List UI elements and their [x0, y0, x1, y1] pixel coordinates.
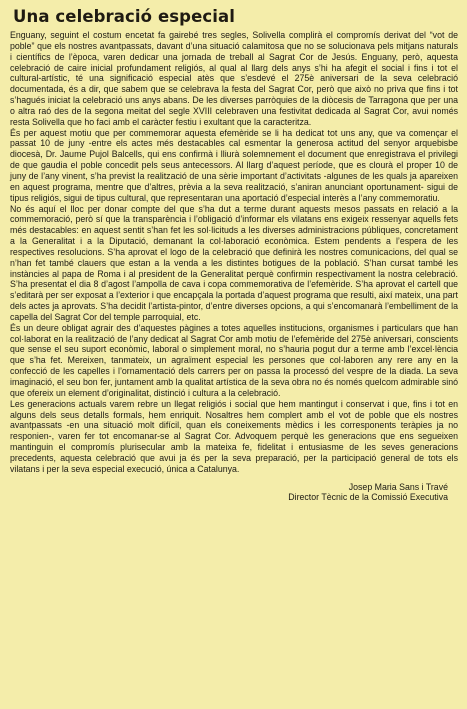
article-paragraph-1: Enguany, seguint el costum encetat fa gairebé tres segles, Solivella complirà el compromís derivat del “vot de poble” que els nostres avantpassats, davant d’una situació calamitosa que no se solucionava pels mitjans naturals i científics de l’època, varen dedicar una jornada de treball al Sagrat Cor de Jesús. Enguany, però, aquesta celebració de caire inicial profundament religiós, al qual al llarg dels anys s’hi ha afegit el social i fins i tot el cultural-artístic, té una significació especial atès que s’esdevé el 275è aniversari de la seva celebració documentada, és a dir, que sabem que se celebrava la festa del Sagrat Cor, però que això no priva que fins i tot s’hagués iniciat la celebració uns anys abans. De les diverses parròquies de la diòcesis de Tarragona que per una o altra raó des de la segona meitat del segle XVIII celebraven una festivitat dedicada al Sagrat Cor, avui només resta Solivella que ho faci amb el caràcter festiu i exultant que la caracteritza. [10, 30, 458, 127]
signature-block [10, 482, 458, 504]
signature-role: Director Tècnic de la Comissió Executiva [288, 492, 448, 503]
article-paragraph-5: Les generacions actuals varem rebre un llegat religiós i social que hem mantingut i conservat i que, fins i tot en alguns dels seus detalls formals, hem enriquit. Nosaltres hem complert amb el vot de poble que els nostres avantpassats -en una situació molt difícil, quan els coneixements mèdics i les corresponents teràpies ja no responien-, varen fer tot encomanar-se al Sagrat Cor. Advoquem perquè les generacions que ens segueixen mantinguin el compromís plurisecular amb la mateixa fe, fidelitat i entusiasme de les seves generacions precedents, aquesta celebració que avui ja és per la seva preparació, per la participació general de tots els vilatans i per la seva especial execució, única a Catalunya. [10, 398, 458, 474]
article-paragraph-4: És un deure obligat agrair des d’aquestes pàgines a totes aquelles institucions, organismes i particulars que han col·laborat en la realització de l’any dedicat al Sagrat Cor amb motiu de l’efemèride del 275è aniversari, conscients que sense el seu suport econòmic, laboral o simplement moral, no s’hauria pogut dur a terme amb l’excel·lència que s’ha fet. Mereixen, tanmateix, un agraïment especial les persones que col·laboren any rere any en la confecció de les capelles i l’ornamentació dels carrers per on passa la processó del vespre de la diada. La seva imaginació, el seu bon fer, juntament amb la qualitat artística de la seva obra no és només quelcom admirable sinó que ofereix un element d’originalitat, distinció i cultura a la celebració. [10, 322, 458, 398]
article-body [10, 30, 458, 475]
article-paragraph-2: És per aquest motiu que per commemorar aquesta efemèride se li ha dedicat tot uns any, que va començar el passat 10 de juny -entre els actes més destacables cal esmentar la generosa actitud del senyor arquebisbe diocesà, Dr. Jaume Pujol Balcells, qui ens confirmà i lliurà solemnement el document que enregistrava el privilegi de que gaudia el poble concedit pels seus antecessors. Al llarg d’aquest període, que es clourà el proper 10 de juny de l’any vinent, s’ha previst la realització de una sèrie important d’activitats -algunes de les quals ja apareixen en aquest programa, mentre que d’altres, prèvia a la seva realització, s’aniran anunciant oportunament- sigui de tipus religiós, sigui de tipus cultural, que representaran una aportació d’especial interès a l’any commemoratiu. [10, 127, 458, 203]
article-title: Una celebració especial [13, 7, 235, 26]
article-paragraph-3: No és aquí el lloc per donar compte del que s’ha dut a terme durant aquests mesos passats en relació a la commemoració, però sí que la transparència i l’obligació d’informar els vilatans ens exigeix ressenyar aquells fets més destacables: en aquest sentit s’han fet les sol·licituds a les diverses administracions públiques, concretament a la Generalitat i a la Diputació, demanant la col·laboració econòmica. Estem pendents a l’espera de les respectives resolucions. S’ha aprovat el logo de la celebració que definirà les nostres comunicacions, del qual se n’han fet també clauers que estan a la venda a les distintes botigues de la població. S’han cursat també les instàncies al papa de Roma i al president de la Generalitat perquè confirmin respectivament la nostra celebració. S’ha presentat el dia 8 d’agost l’ampolla de cava i copa commemorativa de l’efemèride. S’ha aprovat el cartell que s’editarà per ser exposat a l’exterior i que encapçala la portada d’aquest programa que resulti, així mateix, una part dels actes ja aprovats. S’ha decidit l’artista-pintor, d’entre diverses opcions, a qui s’encomanarà l’embelliment de la capella del Sagrat Cor del temple parroquial, etc. [10, 203, 458, 322]
signature-name: Josep Maria Sans i Travé [348, 481, 448, 492]
